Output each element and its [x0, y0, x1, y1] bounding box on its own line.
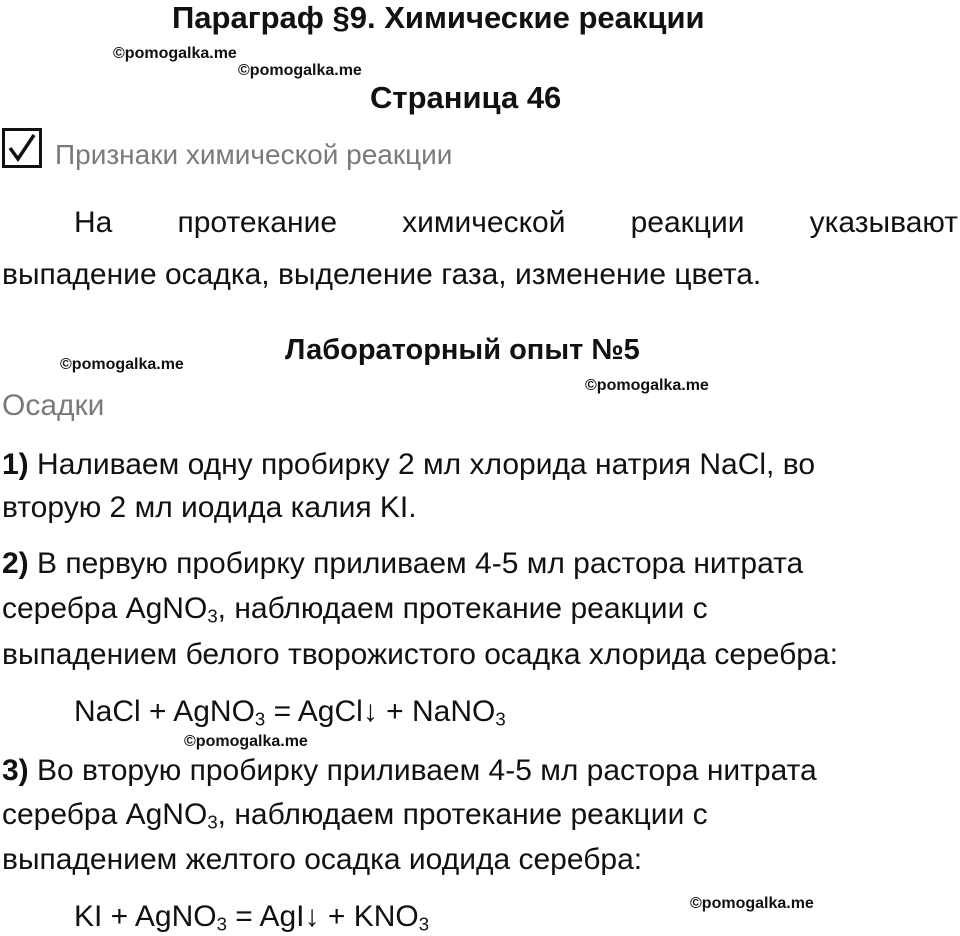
page-title: Параграф §9. Химические реакции	[172, 0, 705, 35]
step-text: серебра AgNO	[2, 592, 208, 625]
lab-title: Лабораторный опыт №5	[285, 334, 640, 366]
subscript: 3	[216, 913, 227, 935]
precipitate-arrow-icon: ↓	[304, 900, 320, 933]
watermark: ©pomogalka.me	[690, 895, 814, 912]
equation-1	[74, 695, 506, 730]
subscript: 3	[254, 708, 266, 730]
subscript: 3	[207, 605, 218, 627]
watermark: ©pomogalka.me	[113, 45, 237, 62]
step-text: , наблюдаем протекание реакции с	[217, 798, 708, 831]
step-number: 1)	[2, 448, 29, 481]
lab-subtitle: Осадки	[2, 389, 105, 422]
equation-part: + NaNO	[377, 695, 496, 728]
section-heading: Признаки химической реакции	[55, 139, 453, 170]
step-text: , наблюдаем протекание реакции с	[217, 592, 708, 625]
step-1-line-1	[2, 450, 815, 480]
intro-word: протекание	[177, 206, 338, 239]
step-number: 2)	[2, 547, 29, 580]
checkmark-icon	[7, 133, 37, 163]
step-3-line-2	[2, 798, 708, 833]
watermark: ©pomogalka.me	[184, 733, 308, 750]
step-text: серебра AgNO	[2, 798, 208, 831]
page-number-heading: Страница 46	[370, 80, 562, 115]
step-text: В первую пробирку приливаем 4-5 мл растора нитрата	[37, 547, 804, 580]
equation-part: KI + AgNO	[74, 900, 217, 933]
equation-part: + KNO	[319, 900, 419, 933]
equation-part: = AgCl	[265, 695, 363, 728]
intro-word: указывают	[809, 206, 958, 239]
step-number: 3)	[2, 754, 29, 787]
step-2-line-3: выпадением белого творожистого осадка хлорида серебра:	[2, 638, 839, 671]
subscript: 3	[418, 913, 430, 935]
watermark: ©pomogalka.me	[60, 356, 184, 373]
watermark: ©pomogalka.me	[585, 377, 709, 394]
intro-line-2: выпадение осадка, выделение газа, изменение цвета.	[2, 258, 762, 291]
step-2-line-1	[2, 549, 803, 579]
watermark: ©pomogalka.me	[238, 62, 362, 79]
intro-word: реакции	[630, 206, 745, 239]
step-text: Во вторую пробирку приливаем 4-5 мл растора нитрата	[37, 754, 817, 787]
equation-2	[74, 900, 430, 935]
subscript: 3	[495, 708, 506, 730]
step-3-line-1	[2, 756, 817, 786]
step-2-line-2	[2, 592, 708, 627]
step-1-line-2: вторую 2 мл иодида калия KI.	[2, 491, 417, 524]
intro-line-1	[2, 208, 958, 238]
precipitate-arrow-icon: ↓	[362, 695, 378, 728]
equation-part: NaCl + AgNO	[74, 695, 255, 728]
equation-part: = AgI	[226, 900, 305, 933]
intro-word: химической	[402, 206, 566, 239]
intro-word: На	[74, 206, 113, 239]
step-text: Наливаем одну пробирку 2 мл хлорида натрия NaCl, во	[37, 448, 816, 481]
subscript: 3	[207, 811, 218, 833]
check-box	[2, 128, 42, 168]
step-3-line-3: выпадением желтого осадка иодида серебра:	[2, 843, 643, 876]
